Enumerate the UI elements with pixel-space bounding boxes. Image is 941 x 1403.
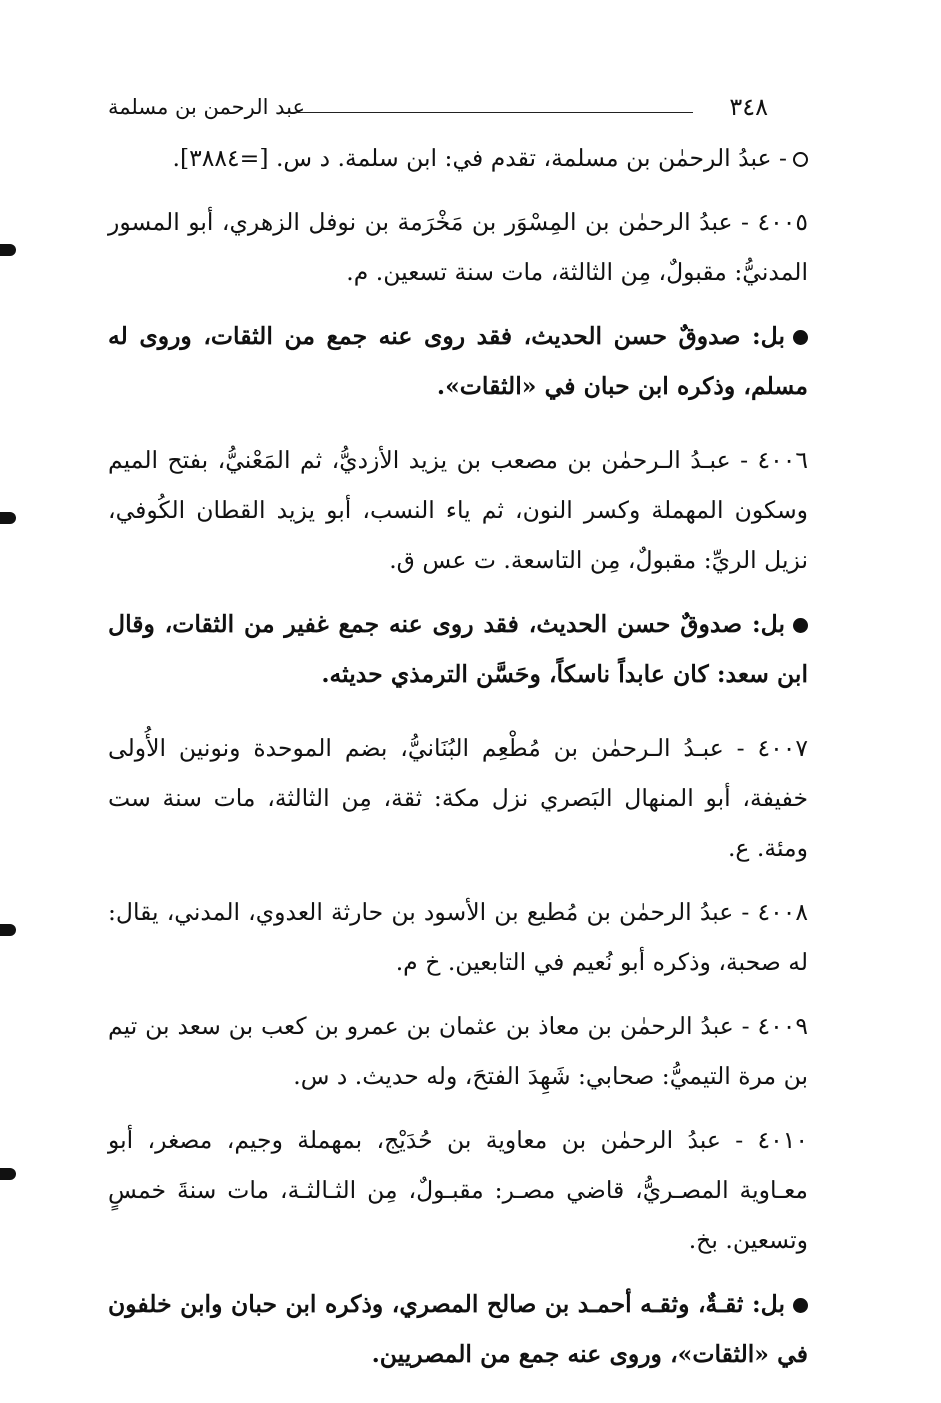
entry-text: ٤٠٠٨ - عبدُ الرحمٰن بن مُطيع بن الأسود بن حارثة العدوي، المدني، يقال: له صحبة، وذكره أبو نُعيم في التابعين. خ م. [108,898,808,976]
commentary [108,599,808,699]
binding-mark [0,924,16,936]
entry-text: ٤٠٠٥ - عبدُ الرحمٰن بن المِسْوَر بن مَخْرَمة بن نوفل الزهري، أبو المسور المدنيُّ: مقبولٌ، مِن الثالثة، مات سنة تسعين. م. [108,208,808,286]
entry-text: - عبدُ الرحمٰن بن مسلمة، تقدم في: ابن سلمة. د س. [=٣٨٨٤]. [172,144,787,172]
entry-4008 [108,887,808,987]
entry-text: ٤٠٠٩ - عبدُ الرحمٰن بن معاذ بن عثمان بن عمرو بن كعب بن سعد بن تيم بن مرة التيميُّ: صحابي: شَهِدَ الفتحَ، وله حديث. د س. [108,1012,808,1090]
entry-4009 [108,1001,808,1101]
running-title: عبد الرحمن بن مسلمة [108,95,306,119]
entry-4006 [108,435,808,585]
header-rule [298,112,693,113]
open-circle-icon [793,152,808,167]
entry-4005 [108,197,808,297]
commentary [108,1279,808,1379]
bullet-dot-icon [793,618,808,633]
entry-text: ٤٠٠٦ - عبـدُ الـرحمٰن بن مصعب بن يزيد الأزديُّ، ثم المَعْنيُّ، بفتح الميم وسكون المهملة وكسر النون، ثم ياء النسب، أبو يزيد القطان الكُوفي، نزيل الريِّ: مقبولٌ، مِن التاسعة. ت عس ق. [108,446,808,574]
commentary-text: بل: صدوقٌ حسن الحديث، فقد روى عنه جمع من الثقات، وروى له مسلم، وذكره ابن حبان في «الثقات». [108,322,808,400]
binding-mark [0,1168,16,1180]
bullet-dot-icon [793,330,808,345]
entry-text: ٤٠١٠ - عبدُ الرحمٰن بن معاوية بن حُدَيْج، بمهملة وجيم، مصغر، أبو معـاوية المصـريُّ، قاضي مصـر: مقبـولٌ، مِن الثـالثـة، مات سنةَ خمسٍ وتسعين. بخ. [108,1126,808,1254]
page-number: ٣٤٨ [729,93,768,121]
commentary-text: بل: ثقـةٌ، وثقـه أحمـد بن صالح المصري، وذكره ابن حبان وابن خلفون في «الثقات»، وروى عنه جمع من المصريين. [108,1290,808,1368]
entry-4010 [108,1115,808,1265]
binding-mark [0,512,16,524]
binding-mark [0,244,16,256]
commentary [108,311,808,411]
running-header [108,92,768,122]
entry-cross-reference [108,133,808,183]
commentary-text: بل: صدوقٌ حسن الحديث، فقد روى عنه جمع غفير من الثقات، وقال ابن سعد: كان عابداً ناسكاً، وحَسَّن الترمذي حديثه. [108,610,808,688]
page-body [108,133,808,1403]
entry-4007 [108,723,808,873]
bullet-dot-icon [793,1298,808,1313]
entry-text: ٤٠٠٧ - عبـدُ الـرحمٰن بن مُطْعِم البُنَانيُّ، بضم الموحدة ونونين الأُولى خفيفة، أبو المنهال البَصري نزل مكة: ثقة، مِن الثالثة، مات سنة ست ومئة. ع. [108,734,808,862]
